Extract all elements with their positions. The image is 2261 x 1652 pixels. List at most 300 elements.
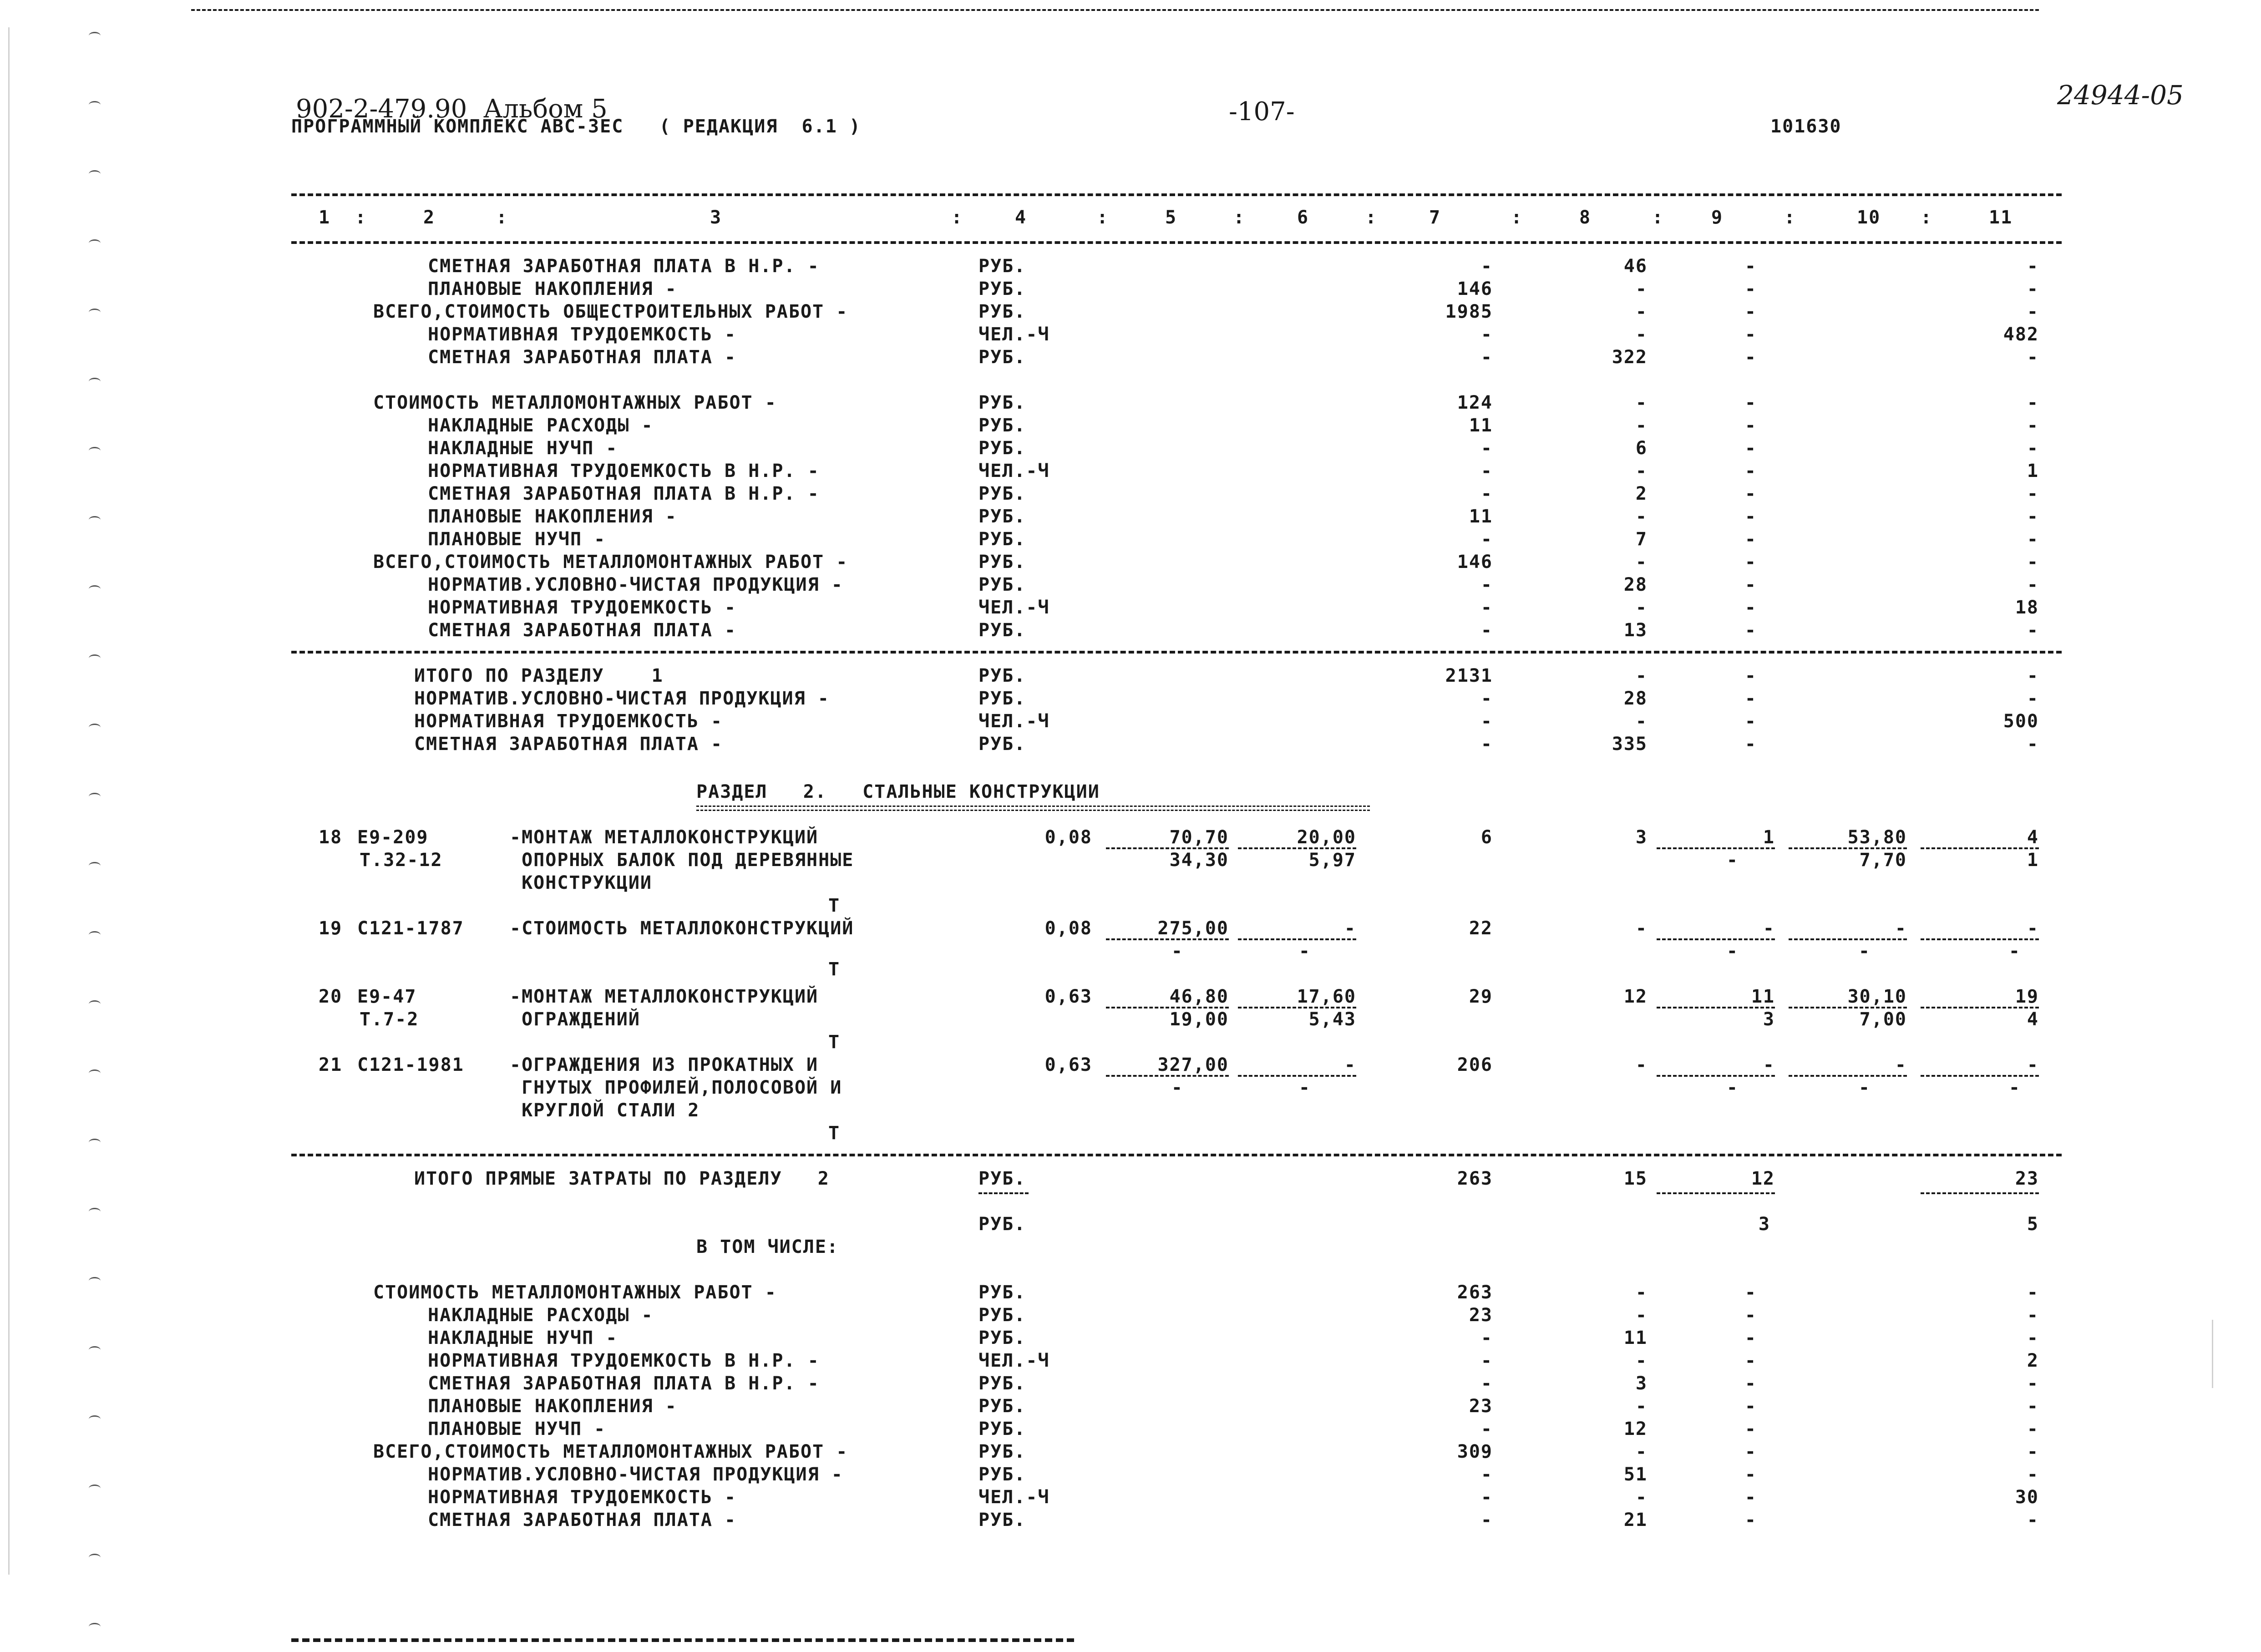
- summary-label: СМЕТНАЯ ЗАРАБОТНАЯ ПЛАТА -: [414, 734, 723, 755]
- col9-value: -: [1744, 1441, 1757, 1462]
- item-machine-wage: 3: [1763, 1009, 1775, 1030]
- col9-value: -: [1744, 279, 1757, 299]
- unit-cell: РУБ.: [978, 665, 1026, 686]
- col8-value: 15: [1623, 1168, 1648, 1189]
- summary-label: НОРМАТИВНАЯ ТРУДОЕМКОСТЬ -: [428, 324, 737, 345]
- col8-value: 322: [1612, 347, 1648, 368]
- item-labor-machine: 7,70: [1859, 850, 1907, 871]
- col9-value: -: [1744, 1487, 1757, 1508]
- item-labor-machine-total: -: [2008, 941, 2021, 962]
- handwritten-archive-number: 24944-05: [2057, 80, 2184, 111]
- col11-value: -: [2027, 279, 2039, 299]
- binding-hole-mark: [89, 1623, 101, 1631]
- col11-value: -: [2027, 1373, 2039, 1394]
- unit-cell: РУБ.: [978, 279, 1026, 299]
- item-code: С121-1787: [357, 918, 464, 939]
- item-value-underline: [1789, 1075, 1907, 1077]
- binding-hole-mark: [89, 1554, 101, 1561]
- col8-value: 46: [1623, 256, 1648, 277]
- item-labor-total: 19: [2015, 986, 2039, 1007]
- col9-value: -: [1744, 1510, 1757, 1530]
- col9-value: -: [1744, 256, 1757, 277]
- item-total-cost: 6: [1480, 827, 1493, 848]
- col11-value: -: [2027, 688, 2039, 709]
- direct-cost-total-label: ИТОГО ПРЯМЫЕ ЗАТРАТЫ ПО РАЗДЕЛУ 2: [414, 1168, 830, 1189]
- unit-cell: РУБ.: [978, 392, 1026, 413]
- unit-cell: РУБ.: [978, 506, 1026, 527]
- binding-hole-mark: [89, 724, 101, 731]
- item-value-underline: [1921, 938, 2039, 940]
- summary-label: ПЛАНОВЫЕ НАКОПЛЕНИЯ -: [428, 1396, 677, 1417]
- item-unit-marker: Т: [828, 895, 841, 916]
- item-labor-machine: -: [1858, 1077, 1871, 1098]
- item-description: -МОНТАЖ МЕТАЛЛОКОНСТРУКЦИЙ: [510, 827, 819, 848]
- column-header-5: 5: [1165, 207, 1177, 228]
- unit-cell: РУБ.: [978, 688, 1026, 709]
- col7-value: 124: [1457, 392, 1493, 413]
- col9-value: -: [1744, 506, 1757, 527]
- col11-value: -: [2027, 256, 2039, 277]
- col8-value: 13: [1623, 620, 1648, 641]
- col11-value: 23: [2015, 1168, 2039, 1189]
- item-machine-wage: -: [1726, 941, 1739, 962]
- summary-label: ВСЕГО,СТОИМОСТЬ ОБЩЕСТРОИТЕЛЬНЫХ РАБОТ -: [373, 301, 848, 322]
- item-unit-cost: 46,80: [1169, 986, 1229, 1007]
- summary-label: ПЛАНОВЫЕ НУЧП -: [428, 1419, 606, 1439]
- col8-value: -: [1635, 506, 1648, 527]
- item-labor-machine-total: -: [2008, 1077, 2021, 1098]
- item-unit-marker: Т: [828, 959, 841, 980]
- item-wage-cost-machine: 5,43: [1308, 1009, 1356, 1030]
- item-description: ГНУТЫХ ПРОФИЛЕЙ,ПОЛОСОВОЙ И: [510, 1077, 842, 1098]
- item-value-underline: [1238, 847, 1356, 849]
- binding-hole-mark: [89, 862, 101, 870]
- col9-value: -: [1744, 392, 1757, 413]
- item-wage-cost: -: [1344, 918, 1356, 939]
- column-separator: :: [1784, 207, 1796, 228]
- summary-label: НАКЛАДНЫЕ РАСХОДЫ -: [428, 415, 654, 436]
- col7-value: -: [1480, 256, 1493, 277]
- item-unit-cost-machine: -: [1171, 1077, 1183, 1098]
- col7-value: -: [1480, 597, 1493, 618]
- unit-cell: РУБ.: [978, 483, 1026, 504]
- column-header-9: 9: [1711, 207, 1724, 228]
- item-description: -МОНТАЖ МЕТАЛЛОКОНСТРУКЦИЙ: [510, 986, 819, 1007]
- summary-label: НАКЛАДНЫЕ РАСХОДЫ -: [428, 1305, 654, 1326]
- item-wage-cost: 20,00: [1297, 827, 1356, 848]
- column-header-4: 4: [1015, 207, 1027, 228]
- item-wage-cost: -: [1344, 1054, 1356, 1075]
- item-machine-cost: 11: [1751, 986, 1775, 1007]
- item-description: -ОГРАЖДЕНИЯ ИЗ ПРОКАТНЫХ И: [510, 1054, 819, 1075]
- column-header-7: 7: [1429, 207, 1441, 228]
- binding-hole-mark: [89, 931, 101, 939]
- item-labor-machine-total: 4: [2027, 1009, 2039, 1030]
- col11-value: 18: [2015, 597, 2039, 618]
- column-separator: :: [1365, 207, 1378, 228]
- col7-value: -: [1480, 324, 1493, 345]
- col8-value: -: [1635, 1350, 1648, 1371]
- unit-cell: РУБ.: [978, 1419, 1026, 1439]
- col9-value: -: [1744, 301, 1757, 322]
- col9-value: 3: [1758, 1214, 1770, 1235]
- binding-hole-mark: [89, 1277, 101, 1285]
- col7-value: 263: [1457, 1168, 1493, 1189]
- item-value-underline: [1238, 938, 1356, 940]
- item-quantity: 0,63: [1044, 1054, 1092, 1075]
- summary-label: НАКЛАДНЫЕ НУЧП -: [428, 1328, 618, 1348]
- col8-value: 28: [1623, 688, 1648, 709]
- col7-value: -: [1480, 1510, 1493, 1530]
- item-unit-cost: 70,70: [1169, 827, 1229, 848]
- item-value-underline: [1921, 1075, 2039, 1077]
- unit-cell: РУБ.: [978, 1305, 1026, 1326]
- item-machine-cost: -: [1763, 918, 1775, 939]
- column-header-2: 2: [423, 207, 436, 228]
- col9-value: -: [1744, 1464, 1757, 1485]
- column-separator: :: [1097, 207, 1109, 228]
- binding-hole-mark: [89, 239, 101, 247]
- bottom-edge-line: [291, 1638, 1074, 1642]
- column-separator: :: [1233, 207, 1246, 228]
- binding-hole-mark: [89, 1208, 101, 1216]
- col9-value: -: [1744, 438, 1757, 459]
- column-separator: :: [1921, 207, 1933, 228]
- binding-hole-mark: [89, 1139, 101, 1146]
- col9-value: -: [1744, 552, 1757, 573]
- edge-shadow-line: [8, 27, 10, 1575]
- unit-cell: РУБ.: [978, 301, 1026, 322]
- col7-value: -: [1480, 1487, 1493, 1508]
- column-header-1: 1: [319, 207, 331, 228]
- col9-value: -: [1744, 1396, 1757, 1417]
- col8-value: -: [1635, 597, 1648, 618]
- item-labor-norm: 53,80: [1847, 827, 1907, 848]
- col7-value: -: [1480, 529, 1493, 550]
- col9-value: -: [1744, 711, 1757, 732]
- col7-value: -: [1480, 1373, 1493, 1394]
- binding-hole-mark: [89, 654, 101, 662]
- col7-value: 23: [1469, 1396, 1493, 1417]
- col9-value: -: [1744, 483, 1757, 504]
- binding-hole-mark: [89, 516, 101, 524]
- summary-label: СМЕТНАЯ ЗАРАБОТНАЯ ПЛАТА -: [428, 347, 737, 368]
- col9-value: -: [1744, 620, 1757, 641]
- unit-cell: РУБ.: [978, 574, 1026, 595]
- col7-value: 146: [1457, 552, 1493, 573]
- binding-hole-mark: [89, 1346, 101, 1354]
- unit-cell: РУБ.: [978, 734, 1026, 755]
- col7-value: -: [1480, 1350, 1493, 1371]
- col11-value: -: [2027, 734, 2039, 755]
- col8-value: -: [1635, 552, 1648, 573]
- col8-value: 6: [1635, 438, 1648, 459]
- col8-value: -: [1635, 415, 1648, 436]
- col11-value: -: [2027, 1419, 2039, 1439]
- col11-value: -: [2027, 1328, 2039, 1348]
- column-separator: :: [1652, 207, 1664, 228]
- item-table-ref: Т.32-12: [360, 850, 443, 871]
- column-header-3: 3: [710, 207, 722, 228]
- unit-cell: ЧЕЛ.-Ч: [978, 1487, 1050, 1508]
- document-code: 101630: [1770, 116, 1842, 137]
- col7-value: -: [1480, 574, 1493, 595]
- item-value-underline: [1238, 1007, 1356, 1008]
- binding-hole-mark: [89, 101, 101, 109]
- item-value-underline: [1106, 847, 1229, 849]
- item-wage-cost-machine: 5,97: [1308, 850, 1356, 871]
- item-number: 19: [319, 918, 343, 939]
- summary-label: ПЛАНОВЫЕ НУЧП -: [428, 529, 606, 550]
- summary-label: СМЕТНАЯ ЗАРАБОТНАЯ ПЛАТА -: [428, 1510, 737, 1530]
- summary-label: НОРМАТИВ.УСЛОВНО-ЧИСТАЯ ПРОДУКЦИЯ -: [414, 688, 830, 709]
- section1-total-rule: [291, 651, 2062, 654]
- col11-value: 30: [2015, 1487, 2039, 1508]
- col8-value: -: [1635, 324, 1648, 345]
- item-machine-wage: -: [1726, 1077, 1739, 1098]
- col11-value: -: [2027, 438, 2039, 459]
- col8-value: 11: [1623, 1328, 1648, 1348]
- col11-value: -: [2027, 665, 2039, 686]
- col11-value: -: [2027, 483, 2039, 504]
- unit-cell: РУБ.: [978, 529, 1026, 550]
- binding-hole-mark: [89, 378, 101, 385]
- col7-value: -: [1480, 483, 1493, 504]
- column-separator: :: [951, 207, 963, 228]
- col11-value: -: [2027, 529, 2039, 550]
- binding-hole-mark: [89, 309, 101, 316]
- item-labor-norm: -: [1895, 1054, 1907, 1075]
- col8-value: 2: [1635, 483, 1648, 504]
- item-wage-cost: 17,60: [1297, 986, 1356, 1007]
- unit-cell: РУБ.: [978, 438, 1026, 459]
- unit-cell: РУБ.: [978, 1396, 1026, 1417]
- col9-value: -: [1744, 461, 1757, 481]
- binding-hole-mark: [89, 793, 101, 801]
- summary-label: ВСЕГО,СТОИМОСТЬ МЕТАЛЛОМОНТАЖНЫХ РАБОТ -: [373, 1441, 848, 1462]
- unit-cell: РУБ.: [978, 620, 1026, 641]
- col11-value: -: [2027, 620, 2039, 641]
- unit-cell: РУБ.: [978, 415, 1026, 436]
- col9-value: -: [1744, 1350, 1757, 1371]
- col7-value: 309: [1457, 1441, 1493, 1462]
- section2-title: РАЗДЕЛ 2. СТАЛЬНЫЕ КОНСТРУКЦИИ: [696, 781, 1100, 802]
- unit-cell: ЧЕЛ.-Ч: [978, 461, 1050, 481]
- col7-value: 2131: [1445, 665, 1493, 686]
- column-header-8: 8: [1579, 207, 1592, 228]
- col11-value: -: [2027, 574, 2039, 595]
- binding-hole-mark: [89, 447, 101, 455]
- col11-value: -: [2027, 1282, 2039, 1303]
- header-rule-bottom: [291, 241, 2062, 244]
- unit-cell: РУБ.: [978, 1214, 1026, 1235]
- col11-value: 500: [2003, 711, 2039, 732]
- item-quantity: 0,08: [1044, 827, 1092, 848]
- summary-label: НОРМАТИВНАЯ ТРУДОЕМКОСТЬ -: [428, 1487, 737, 1508]
- item-value-underline: [1789, 1007, 1907, 1008]
- item-labor-machine: 7,00: [1859, 1009, 1907, 1030]
- item-value-underline: [1657, 1007, 1775, 1008]
- summary-label: ПЛАНОВЫЕ НАКОПЛЕНИЯ -: [428, 279, 677, 299]
- unit-cell: РУБ.: [978, 256, 1026, 277]
- direct-total-underline: [978, 1192, 1029, 1194]
- column-header-10: 10: [1857, 207, 1881, 228]
- unit-cell: РУБ.: [978, 1282, 1026, 1303]
- col9-value: -: [1744, 1373, 1757, 1394]
- item-number: 21: [319, 1054, 343, 1075]
- col11-value: -: [2027, 392, 2039, 413]
- col8-value: -: [1635, 1305, 1648, 1326]
- col9-value: 12: [1751, 1168, 1775, 1189]
- item-value-underline: [1921, 847, 2039, 849]
- col8-value: -: [1635, 461, 1648, 481]
- column-header-6: 6: [1297, 207, 1309, 228]
- summary-label: НОРМАТИВНАЯ ТРУДОЕМКОСТЬ -: [428, 597, 737, 618]
- col8-value: -: [1635, 1282, 1648, 1303]
- col9-value: -: [1744, 347, 1757, 368]
- in-that-number-label: В ТОМ ЧИСЛЕ:: [696, 1236, 839, 1257]
- summary-label: НОРМАТИВНАЯ ТРУДОЕМКОСТЬ В Н.Р. -: [428, 1350, 820, 1371]
- col11-value: 1: [2027, 461, 2039, 481]
- col9-value: -: [1744, 665, 1757, 686]
- section2-total-rule: [291, 1154, 2062, 1156]
- summary-label: СМЕТНАЯ ЗАРАБОТНАЯ ПЛАТА -: [428, 620, 737, 641]
- unit-cell: РУБ.: [978, 1464, 1026, 1485]
- item-machine-cost: -: [1763, 1054, 1775, 1075]
- item-value-underline: [1238, 1075, 1356, 1077]
- item-labor-norm: -: [1895, 918, 1907, 939]
- binding-hole-mark: [89, 1415, 101, 1423]
- item-description: -СТОИМОСТЬ МЕТАЛЛОКОНСТРУКЦИЙ: [510, 918, 854, 939]
- binding-hole-mark: [89, 170, 101, 178]
- item-wage-total: 3: [1635, 827, 1648, 848]
- item-wage-cost-machine: -: [1298, 941, 1311, 962]
- item-number: 18: [319, 827, 343, 848]
- col11-value: -: [2027, 1305, 2039, 1326]
- col7-value: -: [1480, 461, 1493, 481]
- edge-shadow-line: [2212, 1320, 2213, 1388]
- col7-value: -: [1480, 734, 1493, 755]
- binding-hole-mark: [89, 1000, 101, 1008]
- col11-value: -: [2027, 1396, 2039, 1417]
- summary-label: ИТОГО ПО РАЗДЕЛУ 1: [414, 665, 664, 686]
- col9-value: -: [1744, 1305, 1757, 1326]
- item-unit-cost: 327,00: [1157, 1054, 1229, 1075]
- unit-cell: РУБ.: [978, 552, 1026, 573]
- item-number: 20: [319, 986, 343, 1007]
- col11-value: -: [2027, 415, 2039, 436]
- summary-label: СТОИМОСТЬ МЕТАЛЛОМОНТАЖНЫХ РАБОТ -: [373, 1282, 777, 1303]
- handwritten-album-ref: 902-2-479.90 Альбом 5: [296, 94, 608, 124]
- unit-cell: РУБ.: [978, 1510, 1026, 1530]
- item-unit-cost-machine: -: [1171, 941, 1183, 962]
- item-labor-machine-total: 1: [2027, 850, 2039, 871]
- item-labor-total: -: [2027, 1054, 2039, 1075]
- col7-value: -: [1480, 1328, 1493, 1348]
- item-value-underline: [1106, 1007, 1229, 1008]
- unit-cell: РУБ.: [978, 1373, 1026, 1394]
- item-total-cost: 29: [1469, 986, 1493, 1007]
- program-title: ПРОГРАММНЫЙ КОМПЛЕКС АВС-3ЕС ( РЕДАКЦИЯ 6.1 ): [291, 116, 861, 137]
- col9-value: -: [1744, 734, 1757, 755]
- unit-cell: ЧЕЛ.-Ч: [978, 711, 1050, 732]
- col7-value: -: [1480, 711, 1493, 732]
- item-unit-marker: Т: [828, 1032, 841, 1053]
- col9-value: -: [1744, 529, 1757, 550]
- col9-value: -: [1744, 324, 1757, 345]
- item-value-underline: [1921, 1007, 2039, 1008]
- item-description: ОГРАЖДЕНИЙ: [510, 1009, 640, 1030]
- col8-value: -: [1635, 301, 1648, 322]
- item-labor-total: 4: [2027, 827, 2039, 848]
- col8-value: -: [1635, 1396, 1648, 1417]
- col7-value: 23: [1469, 1305, 1493, 1326]
- col9-value: -: [1744, 1328, 1757, 1348]
- item-quantity: 0,63: [1044, 986, 1092, 1007]
- item-code: С121-1981: [357, 1054, 464, 1075]
- binding-hole-mark: [89, 585, 101, 593]
- col11-value: -: [2027, 506, 2039, 527]
- col9-value: -: [1744, 574, 1757, 595]
- col7-value: -: [1480, 688, 1493, 709]
- col7-value: 146: [1457, 279, 1493, 299]
- unit-cell: РУБ.: [978, 1441, 1026, 1462]
- item-quantity: 0,08: [1044, 918, 1092, 939]
- column-header-11: 11: [1989, 207, 2013, 228]
- summary-label: ПЛАНОВЫЕ НАКОПЛЕНИЯ -: [428, 506, 677, 527]
- item-machine-wage: -: [1726, 850, 1739, 871]
- binding-hole-mark: [89, 32, 101, 40]
- summary-label: СМЕТНАЯ ЗАРАБОТНАЯ ПЛАТА В Н.Р. -: [428, 256, 820, 277]
- summary-label: СТОИМОСТЬ МЕТАЛЛОМОНТАЖНЫХ РАБОТ -: [373, 392, 777, 413]
- item-value-underline: [1657, 1075, 1775, 1077]
- unit-cell: ЧЕЛ.-Ч: [978, 1350, 1050, 1371]
- col9-value: -: [1744, 1282, 1757, 1303]
- col8-value: 12: [1623, 1419, 1648, 1439]
- summary-label: НОРМАТИВ.УСЛОВНО-ЧИСТАЯ ПРОДУКЦИЯ -: [428, 574, 843, 595]
- summary-label: СМЕТНАЯ ЗАРАБОТНАЯ ПЛАТА В Н.Р. -: [428, 1373, 820, 1394]
- col7-value: -: [1480, 438, 1493, 459]
- item-description: КОНСТРУКЦИИ: [510, 872, 652, 893]
- col8-value: 3: [1635, 1373, 1648, 1394]
- item-description: КРУГЛОЙ СТАЛИ 2: [510, 1100, 700, 1121]
- col8-value: 28: [1623, 574, 1648, 595]
- col8-value: -: [1635, 392, 1648, 413]
- item-value-underline: [1657, 938, 1775, 940]
- item-unit-cost-machine: 19,00: [1169, 1009, 1229, 1030]
- page-number: -107-: [1229, 97, 1295, 127]
- col7-value: -: [1480, 1419, 1493, 1439]
- col11-value: -: [2027, 301, 2039, 322]
- col7-value: 263: [1457, 1282, 1493, 1303]
- column-separator: :: [496, 207, 508, 228]
- header-rule-top: [291, 193, 2062, 196]
- item-unit-cost: 275,00: [1157, 918, 1229, 939]
- item-value-underline: [1657, 847, 1775, 849]
- col8-value: 335: [1612, 734, 1648, 755]
- direct-total-underline: [1921, 1192, 2039, 1194]
- unit-cell: РУБ.: [978, 347, 1026, 368]
- col7-value: 1985: [1445, 301, 1493, 322]
- binding-hole-mark: [89, 1069, 101, 1077]
- col9-value: -: [1744, 597, 1757, 618]
- unit-cell: РУБ.: [978, 1328, 1026, 1348]
- item-labor-total: -: [2027, 918, 2039, 939]
- col8-value: 21: [1623, 1510, 1648, 1530]
- col11-value: 2: [2027, 1350, 2039, 1371]
- item-total-cost: 206: [1457, 1054, 1493, 1075]
- summary-label: СМЕТНАЯ ЗАРАБОТНАЯ ПЛАТА В Н.Р. -: [428, 483, 820, 504]
